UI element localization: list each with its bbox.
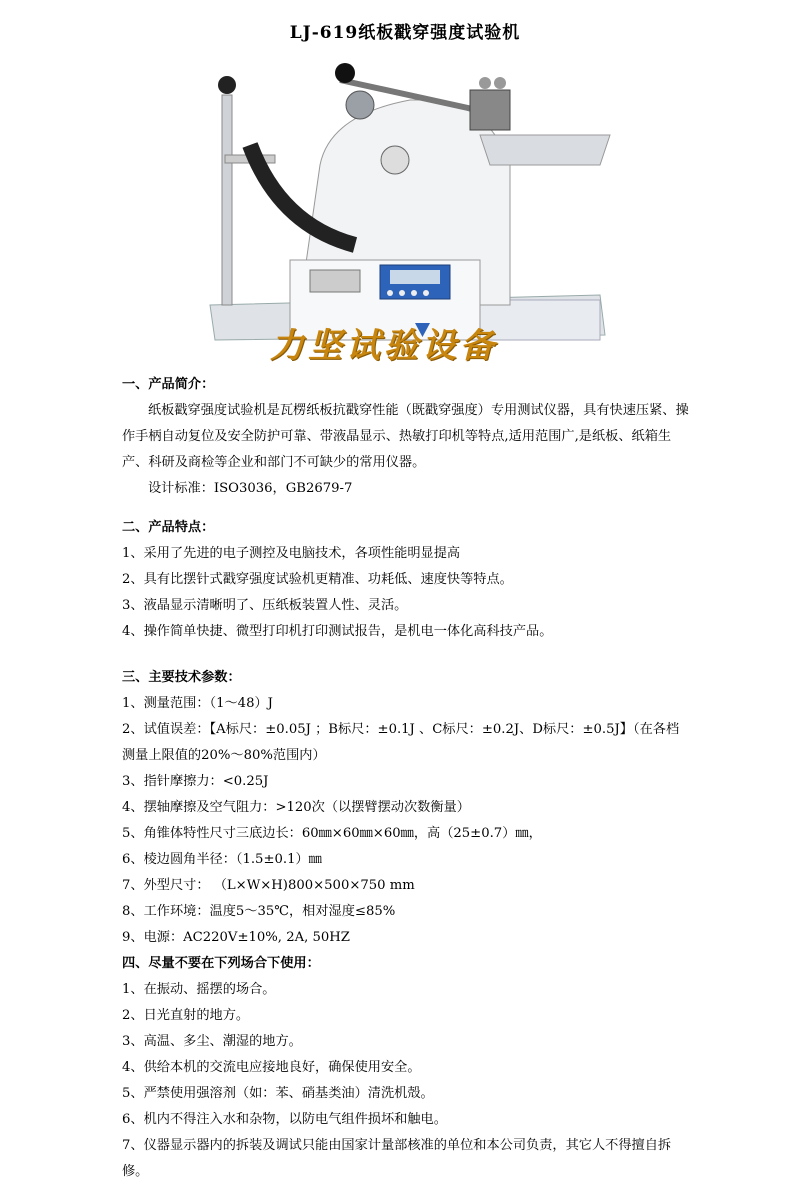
list-item: 6、机内不得注入水和杂物，以防电气组件损坏和触电。	[122, 1112, 447, 1127]
list-item: 5、严禁使用强溶剂（如：苯、硝基类油）清洗机殻。	[122, 1086, 434, 1101]
section-heading: 一、产品简介：	[122, 377, 215, 392]
list-item: 2、日光直射的地方。	[122, 1008, 250, 1023]
brand-watermark: 力坚试验设备	[270, 326, 498, 366]
list-item: 6、棱边圆角半径：（1.5±0.1）㎜	[122, 852, 322, 867]
list-item: 5、角锥体特性尺寸三底边长：60㎜×60㎜×60㎜，高（25±0.7）㎜，	[122, 826, 542, 841]
list-item: 2、试值误差：【A标尺：±0.05J ；B标尺：±0.1J 、C标尺：±0.2J、D标尺：±0.5J】（在各档测量上限值的20%～80%范围内）	[122, 722, 680, 763]
list-item: 7、仪器显示器内的拆装及调试只能由国家计量部核准的单位和本公司负责，其它人不得擅自拆修。	[122, 1138, 672, 1179]
list-item: 3、液晶显示清晰明了、压纸板装置人性、灵活。	[122, 598, 408, 613]
list-item: 7、外型尺寸： （L×W×H)800×500×750 mm	[122, 878, 415, 893]
list-item: 3、高温、多尘、潮湿的地方。	[122, 1034, 302, 1049]
page-title: LJ-619纸板戳穿强度试验机	[289, 23, 521, 43]
list-item: 1、在振动、摇摆的场合。	[122, 982, 276, 997]
list-item: 8、工作环境：温度5～35℃，相对湿度≤85%	[122, 904, 396, 919]
list-item: 3、指针摩擦力：<0.25J	[122, 774, 269, 789]
intro-paragraph: 纸板戳穿强度试验机是瓦楞纸板抗戳穿性能（既戳穿强度）专用测试仪器，具有快速压紧、操作手柄自动复位及安全防护可靠、带液晶显示、热敏打印机等特点,适用范围广,是纸板、纸箱生产、科研及商检等企业和部门不可缺少的常用仪器。	[122, 403, 689, 470]
list-item: 4、操作简单快捷、微型打印机打印测试报告，是机电一体化高科技产品。	[122, 624, 553, 639]
list-item: 9、电源：AC220V±10%, 2A, 50HZ	[122, 930, 350, 945]
design-standard: 设计标准：ISO3036，GB2679-7	[148, 481, 353, 496]
list-item: 1、测量范围：（1～48）J	[122, 696, 273, 711]
list-item: 1、采用了先进的电子测控及电脑技术，各项性能明显提高	[122, 546, 461, 561]
document-body	[122, 372, 692, 1185]
section-heading: 四、尽量不要在下列场合下使用：	[122, 956, 320, 971]
section-heading: 二、产品特点：	[122, 520, 215, 535]
list-item: 4、供给本机的交流电应接地良好，确保使用安全。	[122, 1060, 421, 1075]
list-item: 2、具有比摆针式戳穿强度试验机更精准、功耗低、速度快等特点。	[122, 572, 513, 587]
list-item: 4、摆轴摩擦及空气阻力：>120次（以摆臂摆动次数衡量）	[122, 800, 470, 815]
section-heading: 三、主要技术参数：	[122, 670, 241, 685]
